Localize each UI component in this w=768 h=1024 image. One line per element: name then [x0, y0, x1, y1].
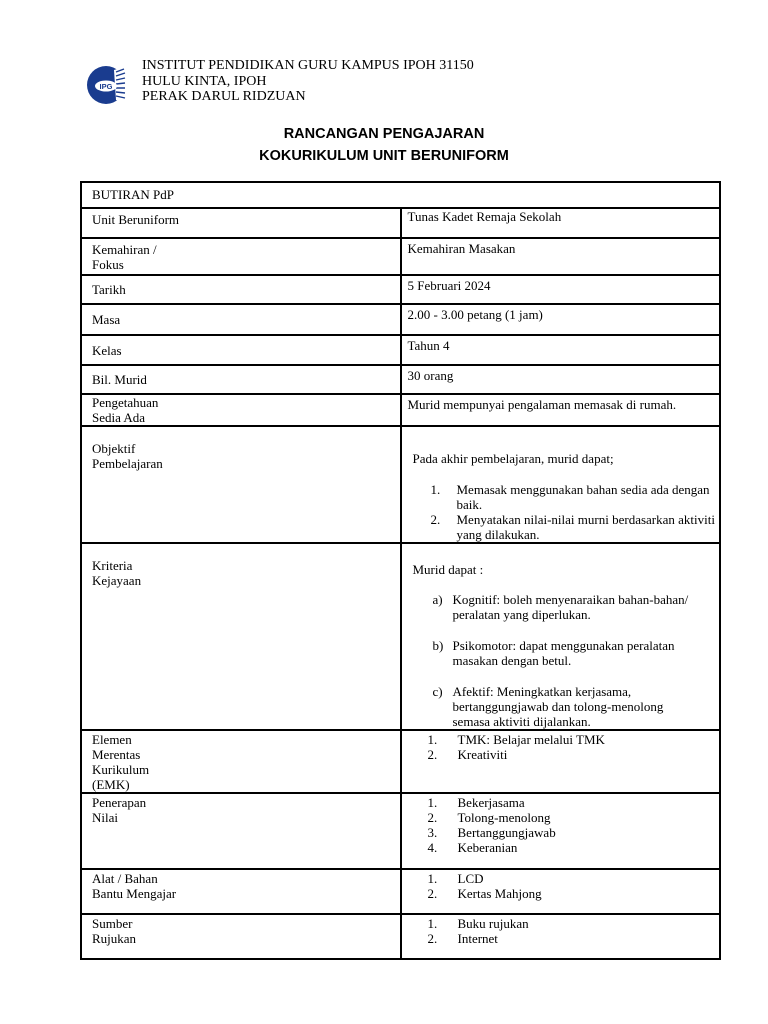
students-value: 30 orang: [401, 365, 721, 394]
list-item: c) Afektif: Meningkatkan kerjasama, bertanggungjawab dan tolong-menolong semasa aktiviti dijalankan.: [432, 684, 664, 729]
aids-label-line-1: Alat / Bahan: [92, 871, 158, 886]
values-label-line-2: Nilai: [92, 810, 118, 825]
document-subtitle: KOKURIKULUM UNIT BERUNIFORM: [259, 148, 509, 164]
aids-label-line-2: Bantu Mengajar: [92, 886, 177, 901]
prior-label-line-2: Sedia Ada: [92, 410, 146, 425]
skill-label-line-2: Fokus: [92, 257, 124, 272]
reference-list: [402, 916, 720, 946]
emk-label-line-1: Elemen: [92, 732, 132, 747]
emk-list: [402, 732, 720, 762]
prior-knowledge-value: Murid mempunyai pengalaman memasak di rumah.: [401, 394, 721, 426]
section-header: BUTIRAN PdP: [81, 182, 720, 208]
list-item: 2. Tolong-menolong: [427, 810, 551, 825]
emk-label-line-3: Kurikulum: [92, 762, 150, 777]
unit-label: Unit Beruniform: [81, 208, 401, 238]
emk-label-line-2: Merentas: [92, 747, 141, 762]
objective-list: [413, 482, 720, 542]
values-label: [81, 793, 401, 869]
emk-value: [401, 730, 721, 793]
aids-label: [81, 869, 401, 914]
list-item: 1. TMK: Belajar melalui TMK: [427, 732, 605, 747]
unit-value: Tunas Kadet Remaja Sekolah: [401, 208, 721, 238]
prior-knowledge-label: [81, 394, 401, 426]
criteria-label-line-2: Kejayaan: [92, 573, 142, 588]
values-label-line-1: Penerapan: [92, 795, 147, 810]
list-item: 1. LCD: [427, 871, 484, 886]
skill-label-line-1: Kemahiran /: [92, 242, 157, 257]
list-item: 1. Memasak menggunakan bahan sedia ada dengan baik.: [430, 482, 710, 512]
institution-line-2: HULU KINTA, IPOH: [142, 73, 267, 89]
list-item: 2. Kreativiti: [427, 747, 508, 762]
time-value: 2.00 - 3.00 petang (1 jam): [401, 304, 721, 335]
objective-value: [401, 426, 721, 543]
lesson-plan-table: [80, 181, 721, 960]
list-item: 1. Bekerjasama: [427, 795, 525, 810]
list-item: 2. Internet: [427, 931, 498, 946]
list-item: 1. Buku rujukan: [427, 916, 529, 931]
reference-label: [81, 914, 401, 959]
objective-label-line-2: Pembelajaran: [92, 456, 163, 471]
class-value: Tahun 4: [401, 335, 721, 365]
criteria-intro: Murid dapat :: [412, 562, 484, 577]
list-item: 3. Bertanggungjawab: [427, 825, 556, 840]
values-list: [402, 795, 720, 855]
criteria-label: [81, 543, 401, 730]
emk-label: [81, 730, 401, 793]
objective-label-line-1: Objektif: [92, 441, 136, 456]
logo-text: IPG: [99, 82, 113, 91]
criteria-value: [401, 543, 721, 730]
time-label: Masa: [81, 304, 401, 335]
students-label: Bil. Murid: [81, 365, 401, 394]
date-label: Tarikh: [81, 275, 401, 304]
list-item: 2. Menyatakan nilai-nilai murni berdasarkan aktiviti yang dilakukan.: [430, 512, 715, 542]
institution-address: [142, 58, 474, 105]
list-item: 2. Kertas Mahjong: [427, 886, 542, 901]
criteria-label-line-1: Kriteria: [92, 558, 133, 573]
reference-label-line-2: Rujukan: [92, 931, 137, 946]
skill-label: [81, 238, 401, 275]
list-item: b) Psikomotor: dapat menggunakan peralatan masakan dengan betul.: [432, 638, 675, 668]
skill-value: Kemahiran Masakan: [401, 238, 721, 275]
list-item: 4. Keberanian: [427, 840, 518, 855]
institution-name: INSTITUT PENDIDIKAN GURU KAMPUS IPOH 31150: [142, 58, 474, 73]
objective-intro: Pada akhir pembelajaran, murid dapat;: [412, 451, 614, 466]
aids-value: [401, 869, 721, 914]
aids-list: [402, 871, 720, 901]
reference-value: [401, 914, 721, 959]
reference-label-line-1: Sumber: [92, 916, 133, 931]
values-value: [401, 793, 721, 869]
class-label: Kelas: [81, 335, 401, 365]
institution-line-3: PERAK DARUL RIDZUAN: [142, 89, 306, 104]
emk-label-line-4: (EMK): [92, 777, 130, 792]
list-item: a) Kognitif: boleh menyenaraikan bahan-bahan/ peralatan yang diperlukan.: [432, 592, 689, 622]
objective-label: [81, 426, 401, 543]
date-value: 5 Februari 2024: [401, 275, 721, 304]
ipg-logo: [86, 62, 130, 108]
document-title: RANCANGAN PENGAJARAN: [283, 126, 485, 142]
prior-label-line-1: Pengetahuan: [92, 395, 159, 410]
